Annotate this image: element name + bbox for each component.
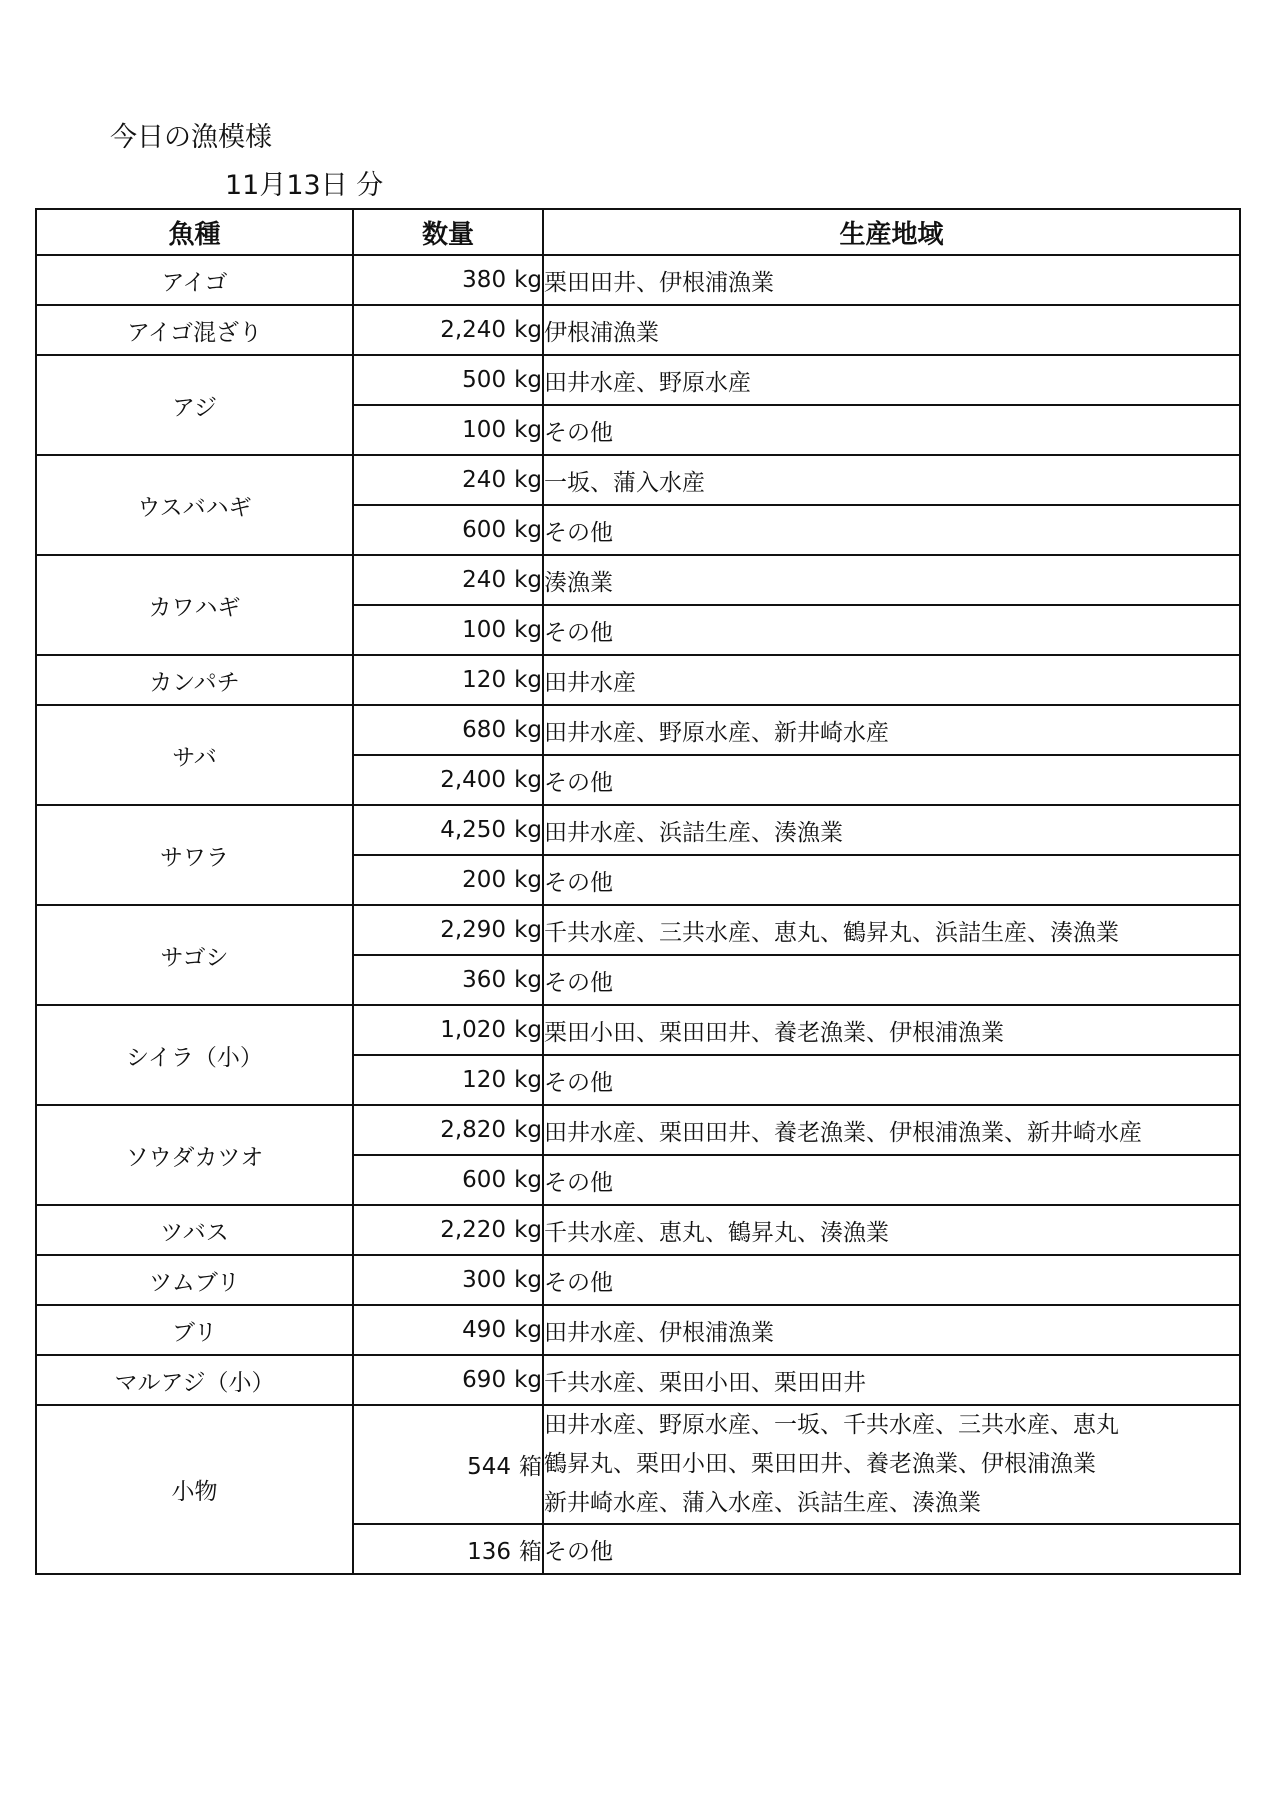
table-row: [36, 655, 1240, 705]
region-line: その他: [544, 1069, 613, 1096]
production-region-cell: [543, 1205, 1240, 1255]
production-region-cell: [543, 355, 1240, 405]
quantity-unit: kg: [514, 317, 542, 343]
region-line: 田井水産、浜詰生産、湊漁業: [544, 819, 843, 846]
quantity-unit: kg: [514, 667, 542, 693]
table-row: [36, 355, 1240, 405]
region-line: 栗田小田、栗田田井、養老漁業、伊根浦漁業: [544, 1019, 1004, 1046]
quantity-value: 500: [462, 367, 507, 393]
fish-species-cell: ウスバハギ: [36, 455, 353, 555]
quantity-value: 600: [462, 517, 507, 543]
quantity-cell: [353, 1255, 543, 1305]
region-line: 田井水産、栗田田井、養老漁業、伊根浦漁業、新井崎水産: [544, 1119, 1142, 1146]
quantity-value: 120: [462, 1067, 507, 1093]
production-region-cell: [543, 555, 1240, 605]
quantity-cell: [353, 905, 543, 955]
quantity-unit: kg: [514, 467, 542, 493]
region-line: 伊根浦漁業: [544, 319, 659, 346]
region-line: その他: [544, 619, 613, 646]
production-region-cell: [543, 655, 1240, 705]
quantity-value: 100: [462, 417, 507, 443]
region-line: 田井水産、伊根浦漁業: [544, 1319, 774, 1346]
production-region-cell: [543, 1155, 1240, 1205]
fish-species-cell: サゴシ: [36, 905, 353, 1005]
region-line: 湊漁業: [544, 569, 613, 596]
quantity-cell: [353, 1155, 543, 1205]
fish-species-cell: カワハギ: [36, 555, 353, 655]
quantity-cell: [353, 755, 543, 805]
quantity-value: 544: [467, 1454, 511, 1480]
fish-species-cell: サワラ: [36, 805, 353, 905]
production-region-cell: [543, 255, 1240, 305]
quantity-value: 200: [462, 867, 507, 893]
region-line: その他: [544, 969, 613, 996]
region-line: 田井水産: [544, 669, 636, 696]
quantity-cell: [353, 1105, 543, 1155]
quantity-value: 680: [462, 717, 507, 743]
quantity-unit: kg: [514, 1267, 542, 1293]
fish-species-cell: ブリ: [36, 1305, 353, 1355]
quantity-unit: kg: [514, 767, 542, 793]
region-line: 一坂、蒲入水産: [544, 469, 705, 496]
quantity-value: 4,250: [440, 817, 507, 843]
quantity-unit: kg: [514, 1117, 542, 1143]
region-line: その他: [544, 769, 613, 796]
table-row: [36, 805, 1240, 855]
quantity-value: 240: [462, 567, 507, 593]
quantity-cell: [353, 955, 543, 1005]
quantity-cell: [353, 355, 543, 405]
quantity-unit: kg: [514, 1367, 542, 1393]
production-region-cell: [543, 455, 1240, 505]
table-row: [36, 1405, 1240, 1524]
quantity-value: 240: [462, 467, 507, 493]
quantity-unit: kg: [514, 367, 542, 393]
fish-species-cell: アジ: [36, 355, 353, 455]
quantity-cell: [353, 705, 543, 755]
production-region-cell: [543, 1105, 1240, 1155]
quantity-cell: [353, 1355, 543, 1405]
quantity-unit: kg: [514, 517, 542, 543]
fish-species-cell: ソウダカツオ: [36, 1105, 353, 1205]
fish-species-cell: アイゴ混ざり: [36, 305, 353, 355]
table-row: [36, 455, 1240, 505]
quantity-value: 2,240: [440, 317, 507, 343]
production-region-cell: [543, 405, 1240, 455]
region-line: その他: [544, 519, 613, 546]
production-region-cell: [543, 955, 1240, 1005]
quantity-value: 136: [467, 1538, 511, 1565]
production-region-cell: [543, 705, 1240, 755]
region-line: その他: [544, 1169, 613, 1196]
production-region-cell: [543, 805, 1240, 855]
quantity-unit: kg: [514, 1167, 542, 1193]
region-line: 千共水産、恵丸、鶴昇丸、湊漁業: [544, 1219, 889, 1246]
quantity-value: 120: [462, 667, 507, 693]
production-region-cell: [543, 855, 1240, 905]
production-region-cell: [543, 305, 1240, 355]
quantity-unit: kg: [514, 867, 542, 893]
quantity-unit: kg: [514, 817, 542, 843]
production-region-cell: [543, 905, 1240, 955]
quantity-value: 300: [462, 1267, 507, 1293]
table-row: [36, 705, 1240, 755]
quantity-cell: [353, 1524, 543, 1574]
quantity-unit: kg: [514, 417, 542, 443]
region-line: その他: [544, 1538, 613, 1565]
region-line: 田井水産、野原水産、新井崎水産: [544, 719, 889, 746]
quantity-value: 1,020: [440, 1017, 507, 1043]
quantity-cell: [353, 855, 543, 905]
table-row: [36, 555, 1240, 605]
catch-table: [35, 208, 1241, 1575]
quantity-value: 360: [462, 967, 507, 993]
quantity-unit: kg: [514, 1017, 542, 1043]
page-title: 今日の漁模様: [110, 122, 272, 153]
quantity-value: 380: [462, 267, 507, 293]
region-line: 田井水産、野原水産、一坂、千共水産、三共水産、恵丸: [544, 1412, 1119, 1438]
fish-species-cell: ツバス: [36, 1205, 353, 1255]
region-line: 鶴昇丸、栗田小田、栗田田井、養老漁業、伊根浦漁業: [544, 1451, 1096, 1477]
region-line: 栗田田井、伊根浦漁業: [544, 269, 774, 296]
production-region-cell: [543, 1355, 1240, 1405]
quantity-cell: [353, 305, 543, 355]
table-row: [36, 1355, 1240, 1405]
quantity-value: 690: [462, 1367, 507, 1393]
report-date: 11月13日 分: [225, 170, 384, 201]
header-quantity: 数量: [353, 209, 543, 255]
fish-species-cell: ツムブリ: [36, 1255, 353, 1305]
quantity-value: 2,400: [440, 767, 507, 793]
quantity-cell: [353, 1005, 543, 1055]
quantity-unit: 箱: [519, 1538, 542, 1565]
production-region-cell: [543, 1005, 1240, 1055]
table-row: [36, 255, 1240, 305]
fish-species-cell: シイラ（小）: [36, 1005, 353, 1105]
table-row: [36, 905, 1240, 955]
production-region-cell: [543, 1305, 1240, 1355]
table-row: [36, 305, 1240, 355]
table-body: [36, 255, 1240, 1574]
region-line: その他: [544, 1269, 613, 1296]
quantity-cell: [353, 255, 543, 305]
header-fish-species: 魚種: [36, 209, 353, 255]
fish-species-cell: カンパチ: [36, 655, 353, 705]
region-line: 千共水産、三共水産、恵丸、鶴昇丸、浜詰生産、湊漁業: [544, 919, 1119, 946]
production-region-cell: [543, 505, 1240, 555]
production-region-cell: [543, 1405, 1240, 1524]
quantity-cell: [353, 455, 543, 505]
production-region-cell: [543, 1255, 1240, 1305]
table-row: [36, 1255, 1240, 1305]
region-line: 田井水産、野原水産: [544, 369, 751, 396]
quantity-unit: kg: [514, 267, 542, 293]
quantity-unit: kg: [514, 1067, 542, 1093]
region-line: その他: [544, 869, 613, 896]
production-region-cell: [543, 605, 1240, 655]
quantity-cell: [353, 1055, 543, 1105]
fish-species-cell: 小物: [36, 1405, 353, 1574]
quantity-value: 2,820: [440, 1117, 507, 1143]
quantity-cell: [353, 1305, 543, 1355]
quantity-cell: [353, 405, 543, 455]
table-row: [36, 1305, 1240, 1355]
region-line: 千共水産、栗田小田、栗田田井: [544, 1369, 866, 1396]
quantity-value: 2,220: [440, 1217, 507, 1243]
table-row: [36, 1205, 1240, 1255]
quantity-cell: [353, 805, 543, 855]
region-line: その他: [544, 419, 613, 446]
header-production-region: 生産地域: [543, 209, 1240, 255]
region-line: 新井崎水産、蒲入水産、浜詰生産、湊漁業: [544, 1490, 981, 1516]
quantity-cell: [353, 1205, 543, 1255]
quantity-cell: [353, 505, 543, 555]
production-region-cell: [543, 755, 1240, 805]
table-row: [36, 1005, 1240, 1055]
quantity-unit: kg: [514, 1317, 542, 1343]
quantity-cell: [353, 555, 543, 605]
fish-species-cell: アイゴ: [36, 255, 353, 305]
production-region-cell: [543, 1524, 1240, 1574]
quantity-cell: [353, 655, 543, 705]
quantity-unit: kg: [514, 917, 542, 943]
table-header-row: [36, 209, 1240, 255]
fish-species-cell: サバ: [36, 705, 353, 805]
quantity-value: 600: [462, 1167, 507, 1193]
quantity-value: 490: [462, 1317, 507, 1343]
quantity-unit: kg: [514, 617, 542, 643]
quantity-value: 100: [462, 617, 507, 643]
quantity-unit: kg: [514, 1217, 542, 1243]
quantity-cell: [353, 605, 543, 655]
quantity-value: 2,290: [440, 917, 507, 943]
quantity-unit: kg: [514, 567, 542, 593]
fish-species-cell: マルアジ（小）: [36, 1355, 353, 1405]
quantity-unit: kg: [514, 967, 542, 993]
quantity-cell: [353, 1405, 543, 1524]
quantity-unit: kg: [514, 717, 542, 743]
table-row: [36, 1105, 1240, 1155]
quantity-unit: 箱: [519, 1454, 542, 1480]
production-region-cell: [543, 1055, 1240, 1105]
